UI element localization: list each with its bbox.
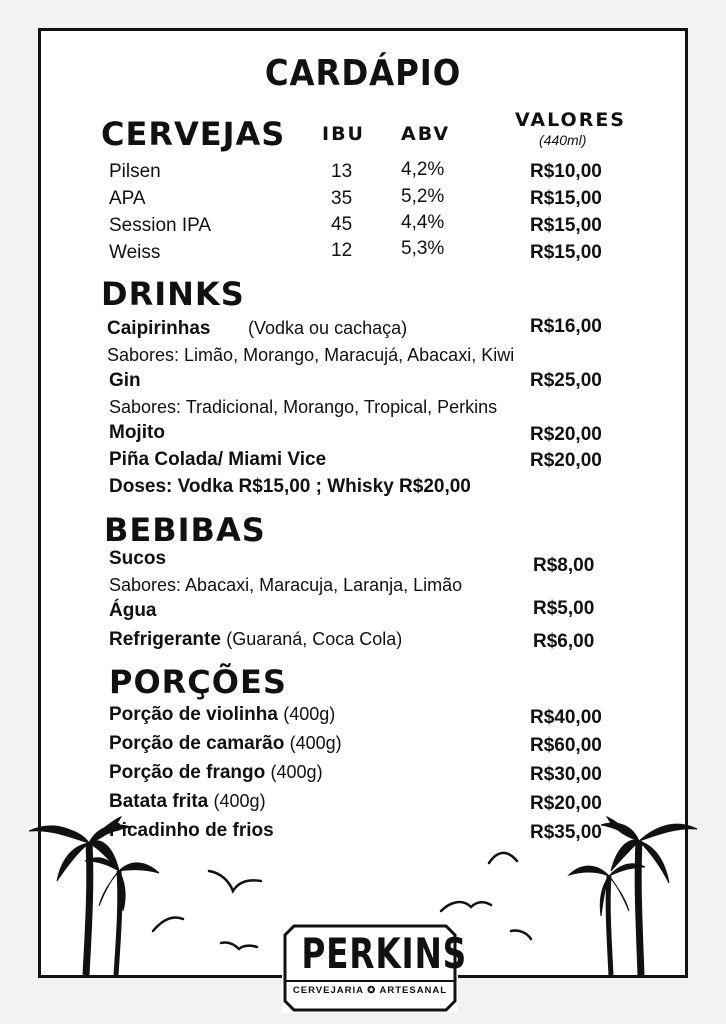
drink-note-refrigerante: (Guaraná, Coca Cola)	[226, 629, 403, 649]
portion-line	[109, 704, 335, 726]
section-heading-cervejas: CERVEJAS	[101, 115, 286, 153]
beer-price-session-ipa: R$15,00	[530, 215, 602, 236]
logo-name: PERKINS	[301, 929, 468, 978]
beer-ibu-weiss: 12	[331, 240, 353, 261]
beer-ibu-pilsen: 13	[331, 161, 353, 182]
beer-name-session-ipa: Session IPA	[109, 215, 212, 236]
menu-frame	[38, 28, 688, 996]
section-heading-drinks: DRINKS	[101, 275, 245, 313]
drink-price-caipirinhas: R$16,00	[530, 316, 602, 337]
beer-abv-pilsen: 4,2%	[401, 159, 445, 180]
portion-line	[109, 791, 266, 813]
drink-price-gin: R$25,00	[530, 370, 602, 391]
portion-line	[109, 762, 323, 784]
portion-name: Porção de violinha	[109, 704, 278, 725]
portion-weight: (400g)	[213, 791, 266, 811]
drink-price-sucos: R$8,00	[533, 555, 595, 576]
beer-name-pilsen: Pilsen	[109, 161, 161, 182]
portion-name: Picadinho de frios	[109, 820, 274, 841]
portion-name: Batata frita	[109, 791, 209, 812]
column-header-abv: ABV	[401, 123, 451, 145]
portion-weight: (400g)	[270, 762, 323, 782]
portion-name: Porção de frango	[109, 762, 266, 783]
portion-price: R$60,00	[530, 735, 602, 756]
drink-price-refrigerante: R$6,00	[533, 631, 595, 652]
logo-subtitle: CERVEJARIA ✪ ARTESANAL	[292, 985, 448, 996]
drink-name-pina-colada: Piña Colada/ Miami Vice	[109, 449, 327, 470]
drink-name-mojito: Mojito	[109, 422, 165, 443]
column-header-ibu: IBU	[322, 123, 365, 145]
section-heading-porcoes: PORÇÕES	[109, 663, 287, 701]
beer-price-weiss: R$15,00	[530, 242, 602, 263]
perkins-logo	[282, 923, 468, 1013]
drink-note-caipirinhas: (Vodka ou cachaça)	[248, 318, 408, 338]
portion-weight: (400g)	[289, 733, 342, 753]
beer-name-apa: APA	[109, 188, 146, 209]
drink-name-agua: Água	[109, 600, 157, 621]
portion-weight: (400g)	[283, 704, 336, 724]
beer-price-pilsen: R$10,00	[530, 161, 602, 182]
drink-price-mojito: R$20,00	[530, 424, 602, 445]
drink-flavors-sucos: Sabores: Abacaxi, Maracuja, Laranja, Limão	[109, 575, 463, 595]
beer-ibu-apa: 35	[331, 188, 353, 209]
beer-price-apa: R$15,00	[530, 188, 602, 209]
beer-abv-apa: 5,2%	[401, 186, 445, 207]
beer-ibu-session-ipa: 45	[331, 214, 353, 235]
column-header-valores: VALORES	[515, 109, 626, 131]
beer-name-weiss: Weiss	[109, 242, 161, 263]
drink-name-gin: Gin	[109, 370, 141, 391]
beer-abv-session-ipa: 4,4%	[401, 212, 445, 233]
portion-price: R$40,00	[530, 707, 602, 728]
drink-price-agua: R$5,00	[533, 598, 595, 619]
drink-flavors-caipirinhas: Sabores: Limão, Morango, Maracujá, Abacaxi, Kiwi	[107, 345, 515, 365]
portion-price: R$35,00	[530, 822, 602, 843]
beer-abv-weiss: 5,3%	[401, 238, 445, 259]
drink-flavors-gin: Sabores: Tradicional, Morango, Tropical, Perkins	[109, 397, 498, 417]
portion-line	[109, 733, 342, 755]
portion-name: Porção de camarão	[109, 733, 285, 754]
drink-name-caipirinhas: Caipirinhas	[107, 318, 211, 339]
drink-name-refrigerante: Refrigerante	[109, 629, 221, 650]
section-heading-bebidas: BEBIBAS	[104, 511, 266, 549]
drink-price-pina-colada: R$20,00	[530, 450, 602, 471]
drink-doses: Doses: Vodka R$15,00 ; Whisky R$20,00	[109, 476, 471, 497]
drink-refrigerante-line	[109, 629, 402, 651]
column-header-volume: (440ml)	[539, 132, 587, 148]
menu-title: CARDÁPIO	[264, 53, 462, 94]
drink-name-sucos: Sucos	[109, 548, 167, 569]
portion-price: R$20,00	[530, 793, 602, 814]
portion-price: R$30,00	[530, 764, 602, 785]
